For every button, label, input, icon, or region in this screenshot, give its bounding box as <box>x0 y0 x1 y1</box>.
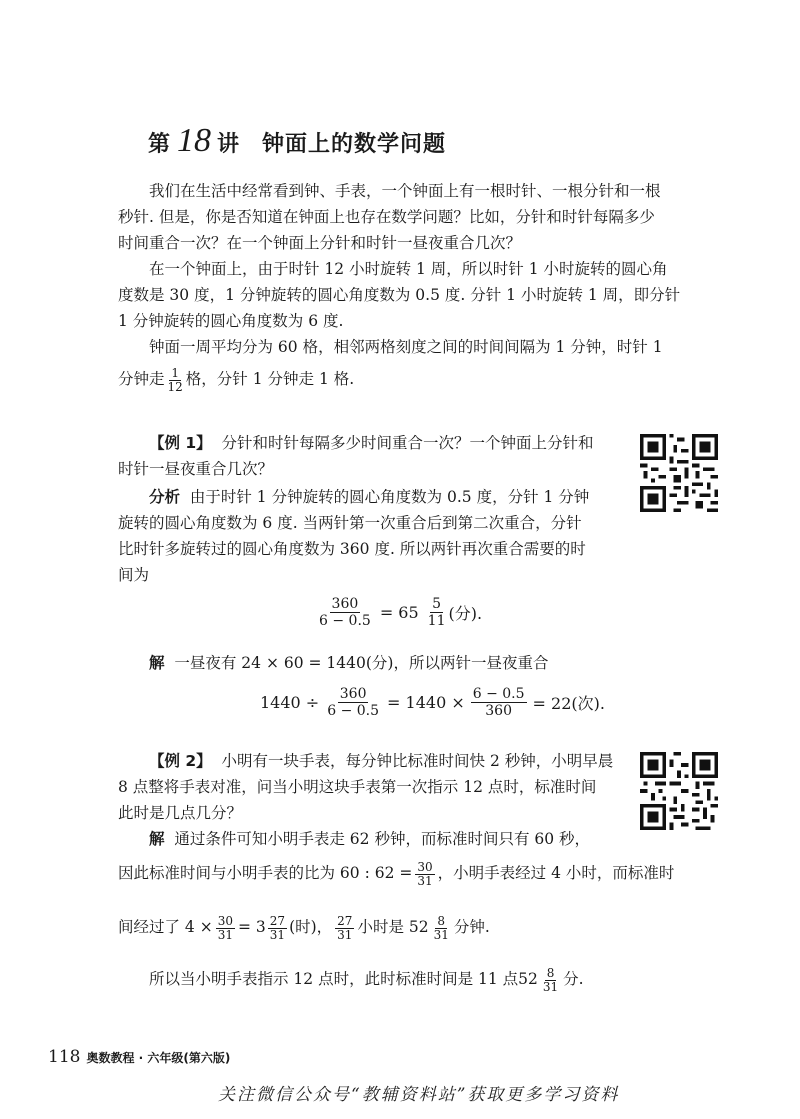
fraction: $\frac{30}{31}$ <box>217 913 233 942</box>
text-segment: 间经过了 4 × <box>118 918 213 936</box>
example-1-analysis <box>118 484 638 588</box>
text-segment: (时)， <box>289 918 333 936</box>
text-line: 度数是 30 度，1 分钟旋转的圆心角度数为 0.5 度. 分针 1 小时旋转 1 周，即分针 <box>118 286 681 304</box>
formula-text: = 22(次). <box>532 694 605 713</box>
text-segment: 格，分针 1 分钟走 1 格. <box>185 370 355 388</box>
title-topic: 钟面上的数学问题 <box>262 132 447 157</box>
formula-text: 1440 ÷ <box>260 693 320 712</box>
text-line: 比时针多旋转过的圆心角度数为 360 度. 所以两针再次重合需要的时 <box>118 540 586 558</box>
text-line: 我们在生活中经常看到钟、手表，一个钟面上有一根时针、一根分针和一根 <box>149 182 661 200</box>
text-line: 8 点整将手表对准，问当小明这块手表第一次指示 12 点时，标准时间 <box>118 778 597 796</box>
text-segment: 分. <box>563 970 584 988</box>
fraction: $\frac{1}{12}$ <box>167 365 183 394</box>
page-footer <box>48 1047 230 1067</box>
fraction: $\frac{30}{31}$ <box>417 859 433 888</box>
book-title: 奥数教程 · 六年级(第六版) <box>86 1051 231 1065</box>
example-2-solution-line-2 <box>118 860 686 888</box>
qr-code-icon <box>640 434 718 512</box>
example-2-question <box>118 748 638 826</box>
text-line: 钟面一周平均分为 60 格，相邻两格刻度之间的时间间隔为 1 分钟，时针 1 <box>149 338 663 356</box>
text-line: 此时是几点几分？ <box>118 804 243 822</box>
page-title <box>148 122 446 160</box>
formula-text: = 1440 × <box>387 693 465 712</box>
text-line: 1 分钟旋转的圆心角度数为 6 度. <box>118 312 344 330</box>
page-number: 118 <box>48 1047 81 1067</box>
text-segment: 分钟走 <box>118 370 165 388</box>
formula-2 <box>260 686 605 719</box>
text-segment: 因此标准时间与小明手表的比为 60 : 62 = <box>118 864 413 882</box>
text-segment: ，小明手表经过 4 小时，而标准时 <box>437 864 675 882</box>
fraction: $\frac{8}{31}$ <box>433 913 449 942</box>
formula-text: = 65 <box>379 603 419 622</box>
text-line: 【例 2】 小明有一块手表，每分钟比标准时间快 2 秒钟，小明早晨 <box>149 752 614 770</box>
fraction: $\frac{27}{31}$ <box>337 913 353 942</box>
text-line: 在一个钟面上，由于时针 12 小时旋转 1 周，所以时针 1 小时旋转的圆心角 <box>149 260 668 278</box>
analysis-label: 分析 <box>149 488 181 506</box>
fraction: $\frac{6 - 0.5}{360}$ <box>472 686 525 719</box>
text-line: 时间重合一次？在一个钟面上分针和时针一昼夜重合几次？ <box>118 234 522 252</box>
text-line: 分析 由于时针 1 分钟旋转的圆心角度数为 0.5 度，分针 1 分钟 <box>149 488 590 506</box>
example-2-conclusion <box>118 966 717 994</box>
text-segment: 小时是 52 <box>357 918 429 936</box>
qr-code-1[interactable] <box>640 434 718 512</box>
example-2-label: 【例 2】 <box>149 752 212 770</box>
text-line <box>118 366 686 394</box>
fraction: $\frac{5}{11}$ <box>427 596 446 629</box>
fraction: $\frac{27}{31}$ <box>269 913 286 942</box>
watermark: 关注微信公众号“教辅资料站”获取更多学习资料 <box>218 1085 620 1105</box>
text-segment: = 3 <box>238 918 266 936</box>
text-line: 时针一昼夜重合几次？ <box>118 460 274 478</box>
example-1-label: 【例 1】 <box>149 434 212 452</box>
text-line: 解 通过条件可知小明手表走 62 秒钟，而标准时间只有 60 秒， <box>149 830 591 848</box>
title-prefix: 第 <box>148 132 172 157</box>
example-1-question <box>118 430 638 482</box>
solution-label: 解 <box>149 654 165 672</box>
text-line: 旋转的圆心角度数为 6 度. 当两针第一次重合后到第二次重合，分针 <box>118 514 582 532</box>
example-2-solution-line-3 <box>118 914 686 942</box>
lecture-number: 18 <box>177 122 212 159</box>
text-line: 间为 <box>118 566 150 584</box>
example-1-solution <box>118 650 686 676</box>
intro-paragraph-2 <box>118 256 686 334</box>
example-2-solution <box>118 826 686 852</box>
formula-text: (分). <box>448 604 483 623</box>
fraction: $\frac{8}{31}$ <box>542 965 559 994</box>
intro-paragraph-1 <box>118 178 686 256</box>
title-suffix: 讲 <box>217 132 241 157</box>
solution-label: 解 <box>149 830 165 848</box>
qr-code-icon <box>640 752 718 830</box>
text-segment: 所以当小明手表指示 12 点时，此时标准时间是 11 点52 <box>149 970 538 988</box>
qr-code-2[interactable] <box>640 752 718 830</box>
text-line: 【例 1】 分针和时针每隔多少时间重合一次？一个钟面上分针和 <box>149 434 594 452</box>
text-segment: 分钟. <box>453 918 490 936</box>
fraction: $\frac{360}{6 - 0.5}$ <box>327 686 380 719</box>
text-line: 解 一昼夜有 24 × 60 = 1440(分)，所以两针一昼夜重合 <box>149 654 549 672</box>
formula-1 <box>316 596 482 629</box>
intro-paragraph-3 <box>118 334 686 394</box>
text-line: 秒针. 但是，你是否知道在钟面上也存在数学问题？比如，分针和时针每隔多少 <box>118 208 655 226</box>
fraction: $\frac{360}{6 - 0.5}$ <box>319 596 371 629</box>
